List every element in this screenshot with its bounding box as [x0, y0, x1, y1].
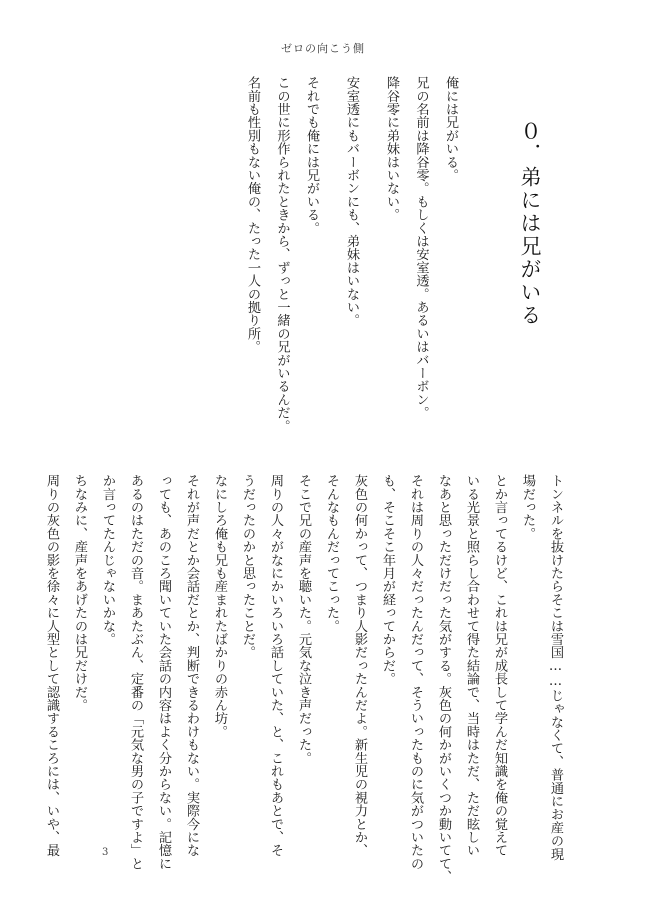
- body-line: 周りの人々がなにかいろいろ話していた、と、これもあとで、そ: [268, 474, 283, 857]
- intro-line: 名前も性別もない俺の、たった一人の拠り所。: [245, 76, 260, 354]
- body-line: あるのはただの音。まあたぶん、定番の「元気な男の子ですよ」と: [128, 474, 143, 870]
- body-line: うだったのかと思ったことだ。: [240, 474, 255, 659]
- intro-line: 安室透にもバーボンにも、弟妹はいない。: [344, 76, 359, 327]
- body-line: 灰色の何かって、つまり人影だったんだよ。新生児の視力とか、: [352, 474, 367, 857]
- body-line: も、そこそこ年月が経ってからだ。: [380, 474, 395, 686]
- body-line: 場だった。: [520, 474, 535, 540]
- intro-line: この世に形作られたときから、ずっと一緒の兄がいるんだ。: [274, 76, 290, 433]
- body-line: か言ってたんじゃないかな。: [100, 474, 115, 646]
- body-line: そんなもんだってこった。: [324, 474, 339, 633]
- intro-line: 俺には兄がいる。: [443, 76, 458, 182]
- page-number: 3: [102, 847, 109, 858]
- body-line: いる光景と照らし合わせて得た結論で、当時はただ、ただ眩しい: [464, 474, 479, 857]
- body-line: なあと思っただけだった気がする。灰色の何かがいくつか動いてて、: [436, 474, 451, 884]
- intro-passage: [246, 76, 457, 432]
- body-line: っても、あのころ聞いていた会話の内容はよく分からない。記憶に: [156, 474, 171, 870]
- body-line: とか言ってるけど、これは兄が成長して学んだ知識を俺の覚えて: [492, 474, 507, 857]
- body-line: そこで兄の産声を聴いた。元気な泣き声だった。: [296, 474, 311, 765]
- body-line: それが声だとか会話だとか、判断できるわけもない。実際今にな: [184, 474, 199, 857]
- body-passage: [45, 474, 562, 883]
- running-header: ゼロの向こう側: [281, 42, 365, 55]
- body-line: トンネルを抜けたらそこは雪国……じゃなくて、普通にお産の現: [548, 474, 563, 861]
- intro-line: 降谷零に弟妹はいない。: [384, 76, 399, 222]
- body-line: なにしろ俺も兄も産まれたばかりの赤ん坊。: [212, 474, 227, 738]
- intro-line: それでも俺には兄がいる。: [304, 76, 319, 235]
- body-line: 周りの灰色の影を徐々に人型として認識するころには、いや、最: [44, 474, 59, 857]
- intro-line: 兄の名前は降谷零。もしくは安室透。あるいはバーボン。: [413, 76, 429, 420]
- body-line: ちなみに、産声をあげたのは兄だけだ。: [72, 474, 87, 712]
- chapter-title: ０．弟には兄がいる: [518, 120, 542, 327]
- body-line: それは周りの人々だったんだって、そういったものに気がついたの: [408, 474, 423, 870]
